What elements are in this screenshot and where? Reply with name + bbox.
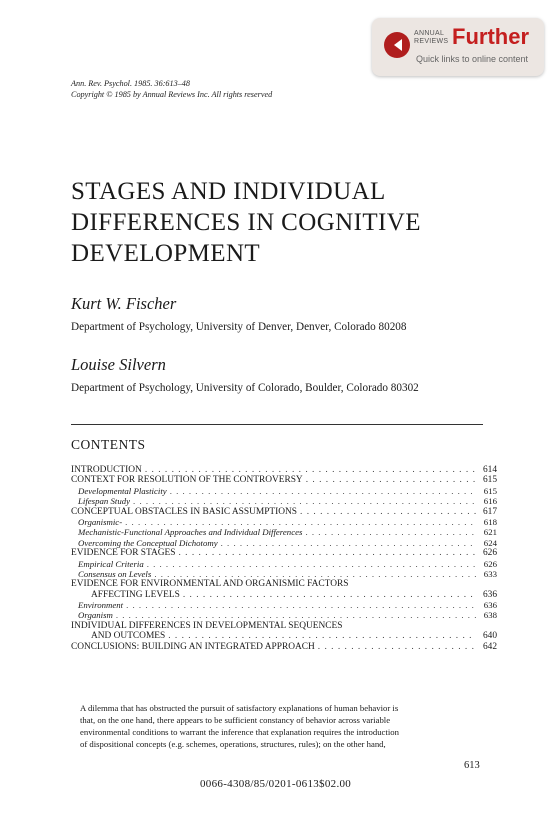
toc-entry[interactable] — [71, 610, 497, 620]
toc-entry[interactable] — [71, 517, 497, 527]
toc-entry[interactable] — [71, 538, 497, 548]
badge-further-label[interactable]: Further — [452, 24, 529, 49]
toc-leader-dots — [168, 631, 476, 641]
toc-entry-label: Developmental Plasticity — [78, 485, 167, 496]
toc-entry-page: 617 — [482, 506, 497, 517]
toc-entry[interactable] — [71, 465, 497, 475]
toc-leader-dots — [126, 600, 476, 610]
badge-annual-reviews — [414, 30, 448, 46]
toc-leader-dots — [183, 590, 476, 600]
toc-leader-dots — [125, 517, 476, 527]
toc-entry[interactable] — [71, 569, 497, 579]
toc-entry-label: Empirical Criteria — [78, 558, 144, 569]
citation — [71, 78, 272, 100]
contents-heading: CONTENTS — [71, 437, 146, 452]
toc-entry[interactable] — [71, 496, 497, 506]
author-affiliation: Department of Psychology, University of Denver, Denver, Colorado 80208 — [71, 321, 407, 333]
toc-entry[interactable] — [71, 527, 497, 537]
toc-entry-page: 626 — [483, 558, 497, 569]
toc-entry-page: 621 — [483, 527, 497, 538]
toc-leader-dots — [306, 475, 476, 485]
title-line: DIFFERENCES IN COGNITIVE — [71, 209, 421, 236]
further-badge[interactable] — [372, 18, 544, 76]
toc-entry-page: 633 — [483, 568, 497, 579]
author-affiliation: Department of Psychology, University of Colorado, Boulder, Colorado 80302 — [71, 382, 419, 394]
toc-entry-label: Environment — [78, 600, 124, 611]
toc-entry[interactable] — [71, 600, 497, 610]
toc-entry-page: 636 — [483, 600, 497, 611]
toc-entry-label: INDIVIDUAL DIFFERENCES IN DEVELOPMENTAL SEQUENCES — [71, 620, 343, 631]
toc-entry-page: 640 — [482, 631, 497, 642]
toc-entry-label: AND OUTCOMES — [91, 631, 166, 642]
toc-leader-dots — [305, 527, 476, 537]
toc-entry-page: 624 — [483, 537, 497, 548]
toc-entry-label: Organism — [78, 610, 113, 621]
toc-entry-label: INTRODUCTION — [71, 465, 142, 475]
toc-leader-dots — [154, 569, 476, 579]
toc-entry-label: Overcoming the Conceptual Dichotomy — [78, 537, 218, 548]
toc-leader-dots — [318, 642, 476, 652]
citation-copyright: Copyright © 1985 by Annual Reviews Inc. All rights reserved — [71, 90, 273, 99]
abstract-line: environmental conditions to warrant the inference that explanation requires the introduction — [80, 727, 399, 737]
toc-entry[interactable] — [71, 590, 497, 600]
toc-entry-label: CONCLUSIONS: BUILDING AN INTEGRATED APPROACH — [71, 641, 315, 652]
divider — [71, 424, 483, 425]
toc-leader-dots — [133, 496, 476, 506]
toc-entry-page: 618 — [483, 516, 497, 527]
toc-entry-label: Consensus on Levels — [78, 568, 152, 579]
toc-leader-dots — [147, 559, 476, 569]
toc-entry[interactable] — [71, 475, 497, 485]
toc-entry-page: 615 — [483, 485, 497, 496]
toc-leader-dots — [178, 548, 476, 558]
toc-entry-label: CONTEXT FOR RESOLUTION OF THE CONTROVERSY — [71, 475, 303, 486]
toc-entry-page: 615 — [482, 475, 497, 486]
toc-entry-label: Mechanistic-Functional Approaches and Individual Differences — [78, 527, 303, 538]
citation-journal: Ann. Rev. Psychol. 1985. 36:613–48 — [71, 79, 190, 88]
toc-leader-dots — [145, 465, 476, 475]
toc-entry-label: AFFECTING LEVELS — [91, 589, 180, 600]
toc-entry-page: 626 — [482, 548, 497, 559]
toc-leader-dots — [170, 486, 476, 496]
toc-entry-page: 614 — [482, 465, 497, 475]
toc-entry[interactable] — [71, 579, 497, 589]
toc-entry-label: EVIDENCE FOR ENVIRONMENTAL AND ORGANISMIC FACTORS — [71, 579, 349, 590]
toc-entry-label: EVIDENCE FOR STAGES — [71, 548, 176, 559]
toc-entry-page: 616 — [483, 496, 497, 507]
toc-entry[interactable] — [71, 631, 497, 641]
toc-entry-label: Lifespan Study — [78, 496, 131, 507]
toc-entry[interactable] — [71, 621, 497, 631]
toc-entry[interactable] — [71, 559, 497, 569]
badge-annual-line: ANNUAL — [414, 30, 445, 37]
article-code: 0066-4308/85/0201-0613$02.00 — [200, 778, 352, 790]
toc-entry[interactable] — [71, 507, 497, 517]
toc-entry-label: Organismic- — [78, 516, 123, 527]
toc-entry-page: 642 — [482, 641, 497, 652]
author-name: Kurt W. Fischer — [71, 294, 177, 313]
toc-entry[interactable] — [71, 486, 497, 496]
toc-entry-label: CONCEPTUAL OBSTACLES IN BASIC ASSUMPTIONS — [71, 506, 298, 517]
badge-reviews-line: REVIEWS — [414, 38, 449, 45]
table-of-contents — [71, 465, 497, 652]
abstract-line: of dispositional concepts (e.g. schemes, operations, structures, rules); on the other hand, — [80, 739, 386, 749]
annual-reviews-logo-icon — [384, 32, 410, 58]
toc-entry-page: 638 — [483, 610, 497, 621]
toc-entry-page: 636 — [482, 589, 497, 600]
title-line: DEVELOPMENT — [71, 240, 261, 267]
title-line: STAGES AND INDIVIDUAL — [71, 178, 386, 205]
toc-entry[interactable] — [71, 548, 497, 558]
toc-leader-dots — [300, 507, 476, 517]
abstract-line: that, on the one hand, there appears to be sufficient constancy of behavior across variable — [80, 715, 391, 725]
author-name: Louise Silvern — [71, 355, 166, 374]
paper-title — [71, 176, 421, 269]
toc-leader-dots — [221, 538, 476, 548]
page-number: 613 — [464, 760, 480, 771]
abstract — [80, 702, 485, 750]
toc-entry[interactable] — [71, 642, 497, 652]
badge-quick-links[interactable]: Quick links to online content — [416, 54, 529, 64]
toc-leader-dots — [116, 610, 476, 620]
abstract-line: A dilemma that has obstructed the pursuit of satisfactory explanations of human behavior is — [80, 703, 399, 713]
